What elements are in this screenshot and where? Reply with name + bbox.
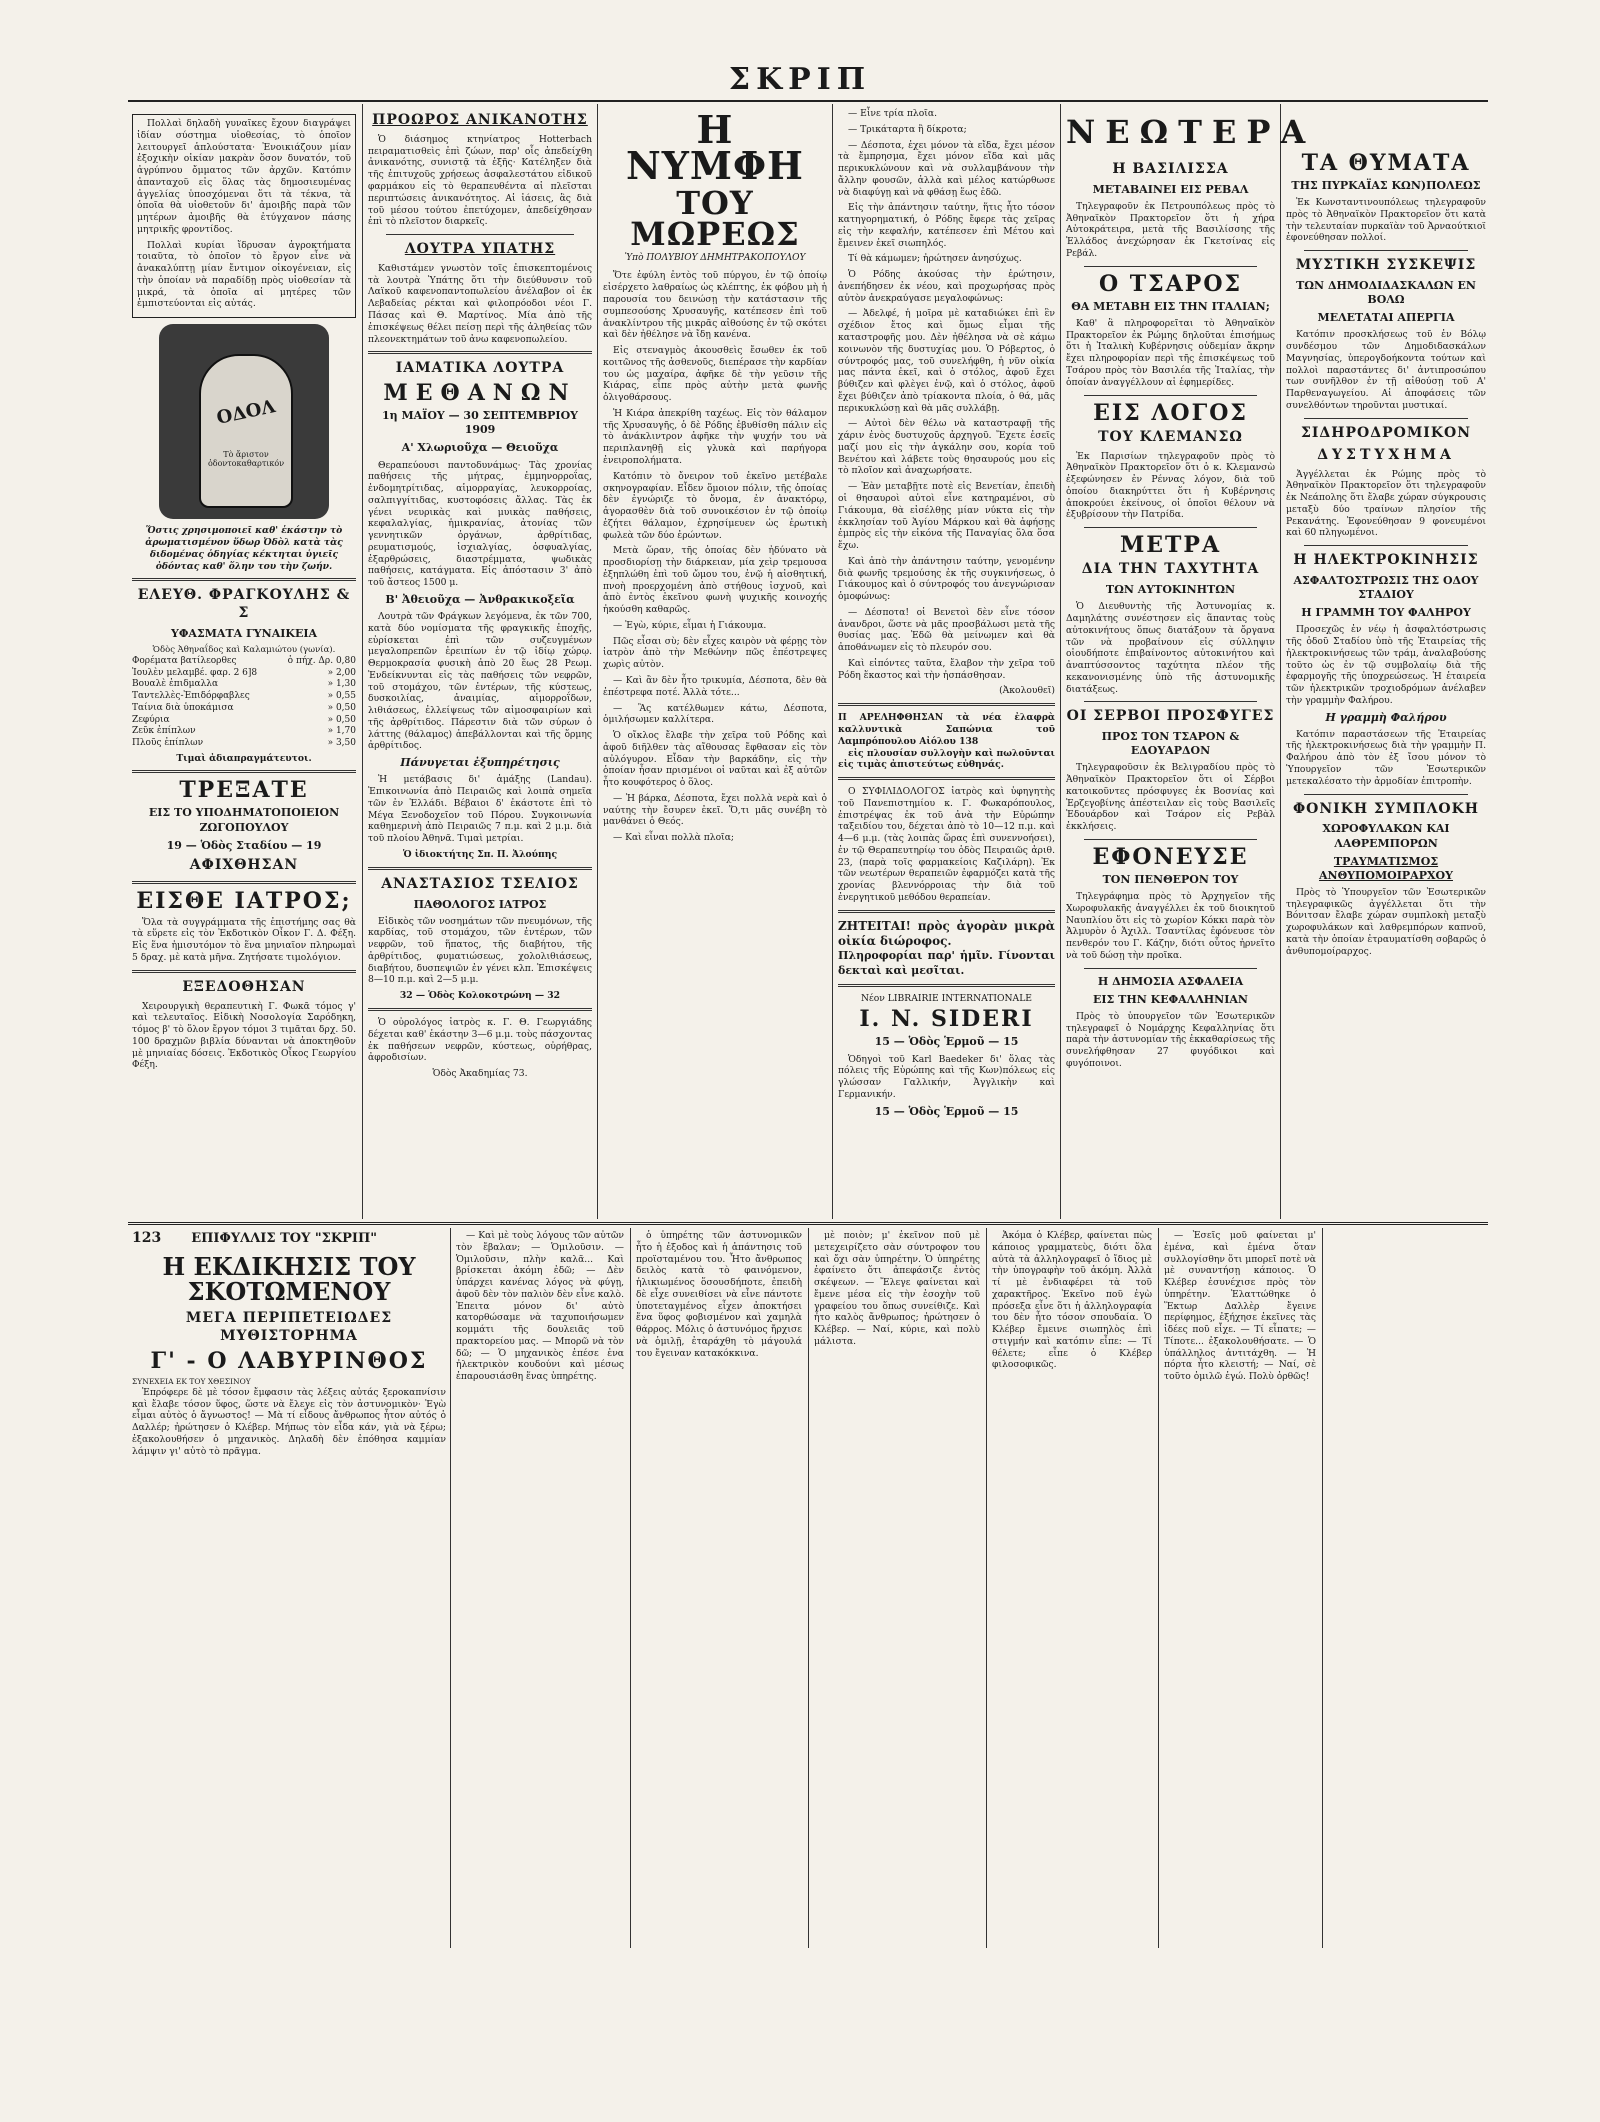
price-item: Ζεφύρια xyxy=(132,714,170,725)
wanted-ad-title: ΖΗΤΕΙΤΑΙ! πρὸς ἀγορὰν μικρὰ οἰκία διώροφος. xyxy=(838,918,1055,949)
article-text: Πολλαὶ δηλαδὴ γυναῖκες ἔχουν διαγράψει ἰδίαν σύστημα υἱοθεσίας, τὸ ὁποῖον λειτουργεῖ ἁπλούστατα· Ἐνοικιάζουν μίαν ἐξοχικὴν οἰκίαν μακρὰν ὅσον δυνατόν, τοῦ ἀγρύπνου ὄμματος τῶν ἀρχῶν. Κατόπιν ἀπανταχοῦ εἰς ὅλας τὰς δημοσιευμένας ἀγγελίας ὑποσχόμεναι ὅτι τὰ τέκνα, τὰ ὁποῖα θὰ υἱοθετοῦν δι' ἀμοιβῆς παρὰ τῶν μητέρων ἀμοιβῆς θὰ ἐτύγχανον πάσης μητρικῆς φροντίδος. xyxy=(137,118,351,235)
divider xyxy=(838,703,1055,706)
news-text: Προσεχῶς ἐν νέῳ ἡ ἀσφαλτόστρωσις τῆς ὁδοῦ Σταδίου ὑπὸ τῆς Ἑταιρείας τῆς ἠλεκτροκινήσεως τῶν τράμ, ἀναλαβούσης τοῦτο ὡς ἐν τῷ συμβολαίῳ διὰ τῆς ἐφαρμογῆς τῆς ὑποχρεώσεως. Ἡ ἑταιρεία τῶν ἠλεκτρικῶν τροχιοδρόμων ἀνέλαβεν τὴν γραμμὴν Φαλήρου. xyxy=(1286,624,1486,706)
masthead-title: ΣΚΡΙΠ xyxy=(728,62,872,97)
price-value: » 0,50 xyxy=(327,714,356,725)
story-title-2: ΤΟΥ ΜΩΡΕΩΣ xyxy=(630,184,800,253)
story-text: Πῶς εἶσαι σὺ; δὲν εἶχες καιρὸν νὰ φέρῃς τὸν ἰατρὸν ἀπὸ τὴν Μεθώνην πῶς ἐπέστρεψες χωρὶς αὐτὸν. xyxy=(603,635,827,671)
price-row xyxy=(132,703,356,715)
bookshop-address: 15 — Ὁδὸς Ἑρμοῦ — 15 xyxy=(874,1104,1019,1118)
story-text: Τί θὰ κάμωμεν; ἠρώτησεν ἀνησύχως. xyxy=(848,253,1022,265)
serial-text: — Καὶ μὲ τοὺς λόγους τῶν αὐτῶν τὸν ἔβαλαν; — Ὁμιλοῦσιν. — Ὁμιλοῦσιν, πλὴν καλᾶ... Καὶ βρίσκεται ἀκόμη ἐδῶ; — Δὲν ὑπάρχει κανένας λόγος νὰ φύγῃ, ἀφοῦ δὲν τὸν παλιὸν δὲν εἶνε καλὸ. Ἐπειτα μόνον δι' αὐτὸ κατορθώσαμε νὰ ταχυποιήσωμεν κομμάτι τῆς δουλειᾶς τοῦ πρακτορείου μας. — Μπορῶ νὰ τὸν δῶ; — Ὁ μηχανικὸς ἐπέσε ἐνα ἠλεκτρικὸν κουδούνι καὶ μέσως ἐπαρουσιάσθη ἕνας ὑπηρέτης. xyxy=(456,1230,624,1383)
story-title-1: Η ΝΥΜΦΗ xyxy=(626,107,804,189)
price-row xyxy=(132,656,356,668)
serial-label-row xyxy=(132,1230,446,1248)
price-item: Πλοῦς ἐπίπλων xyxy=(132,737,204,748)
divider xyxy=(1304,794,1468,795)
story-text: — Ἐγὼ, κύριε, εἶμαι ἡ Γιάκουμα. xyxy=(613,619,767,631)
divider xyxy=(132,970,356,973)
news-text: Τηλεγραφοῦσιν ἐκ Βελιγραδίου πρὸς τὸ Ἀθηναϊκὸν Πρακτορεῖον ὅτι οἱ Σέρβοι κατοικοῦντες πρόσφυγες ἐκ Βοσνίας καὶ Ἐρζεγοβίνης ἀπέστειλαν εἰς τοὺς Βασιλεῖς Ἐδουάρδον καὶ Τσάρον εἰς Ρεβὰλ ἐκκλήσεις. xyxy=(1066,762,1275,833)
price-row xyxy=(132,738,356,750)
spring-type-a: Α' Χλωριοῦχα — Θειοῦχα xyxy=(401,441,559,455)
column-rule xyxy=(1280,104,1281,1219)
masthead-rule xyxy=(128,100,1488,102)
subhead-clash: ΧΩΡΟΦΥΛΑΚΩΝ ΚΑΙ ΛΑΘΡΕΜΠΟΡΩΝ xyxy=(1322,822,1450,850)
serial-continued-from: ΣΥΝΕΧΕΙΑ ΕΚ ΤΟΥ ΧΘΕΣΙΝΟΥ xyxy=(132,1377,251,1387)
story-byline: Ὑπὸ ΠΟΛΥΒΙΟΥ ΔΗΜΗΤΡΑΚΟΠΟΥΛΟΥ xyxy=(624,252,806,263)
price-list xyxy=(132,656,356,750)
price-item: Ταντελλὲς-Ἐπιδόρφαβλες xyxy=(132,691,250,702)
story-text: — Τρικάταρτα ἢ δίκροτα; xyxy=(848,123,967,135)
price-value: » 0,55 xyxy=(327,691,356,702)
story-text: — Ἂς κατέλθωμεν κάτω, Δέσποτα, ὁμιλήσωμεν καλλίτερα. xyxy=(603,702,827,726)
column-1 xyxy=(132,108,356,1218)
divider xyxy=(1084,395,1257,396)
news-text: Κατόπιν παραστάσεων τῆς Ἑταιρείας τῆς ἠλεκτροκινήσεως διὰ τὴν γραμμὴν Π. Φαλήρου ἀπὸ τὸν ἐξ ἴσου μόνον τὸ Ὑπουργεῖον τῶν Ἐσωτερικῶν μετεκαλέσατο τὴν ἀρμοδίαν ἐπιτροπὴν. xyxy=(1286,728,1486,787)
subhead-railway: ΔΥΣΤΥΧΗΜΑ xyxy=(1317,446,1455,463)
divider xyxy=(1304,250,1468,251)
column-rule xyxy=(1158,1228,1159,1948)
treksate-address: 19 — Ὁδὸς Σταδίου — 19 xyxy=(166,838,322,852)
divider xyxy=(1084,839,1257,840)
eisthe-title: ΕΙΣΘΕ ΙΑΤΡΟΣ; xyxy=(136,887,352,914)
odol-bottle-icon xyxy=(199,354,293,508)
column-rule xyxy=(597,104,598,1219)
doctor-address: Ὁδὸς Ἀκαδημίας 73. xyxy=(432,1068,528,1080)
column-6 xyxy=(1286,108,1486,1218)
shop-subtitle: ΥΦΑΣΜΑΤΑ ΓΥΝΑΙΚΕΙΑ xyxy=(170,627,318,641)
serial-text: ὁ ὑπηρέτης τῶν ἀστυνομικῶν ἦτο ἡ ἐξοδος καὶ ἡ ἀπάντησις τοῦ προϊσταμένου του. Ἦτο ἄνθρωπος δειλὸς κατὰ τὸ φαινόμενον, ἡλικιωμένος ὅσουσδήποτε, ἐπειδὴ δὲ εἶχε συνειθίσει νὰ εἶνε πάντοτε ὑποτεταγμένος εἶχεν ἀποκτήσει ἕνα ὕφος φοβισμένον καὶ χαμηλὰ θάρρος. Μόλις ὁ ἀστυνόμος ἤρχισε νὰ ὁμιλῇ, ἐταράχθη τὸ μάγουλά του ἔγειναν κατακόκκινα. xyxy=(636,1230,802,1359)
subhead-faliro: Η γραμμὴ Φαλήρου xyxy=(1325,710,1447,724)
serial-number: 123 xyxy=(132,1230,162,1246)
divider xyxy=(132,770,356,773)
subhead-clemenceau: ΤΟΥ ΚΛΕΜΑΝΣΩ xyxy=(1098,428,1243,445)
soap-ad-text: εἰς πλουσίαν συλλογὴν καὶ πωλοῦνται εἰς τιμὰς ἀπιστεύτως εὐθηνάς. xyxy=(838,747,1055,771)
story-text: — Αὐτοὶ δὲν θέλω νὰ καταστραφῇ τῆς χάριν ἐνὸς δυστυχοῦς ἀρχηγοῦ. Ἔχετε ἐσεῖς μαζί μου εἰς τὴν ἀγκάλην σου, κορία τοῦ Βενέτου καὶ λάβετε τοὺς θησαυρούς μου εἰς τὸ πλοῖον καὶ ἀναχωρήσατε. xyxy=(838,418,1055,477)
story-text: — Ἐὰν μεταβῇτε ποτὲ εἰς Βενετίαν, ἐπειδὴ οἱ θησαυροὶ αὐτοὶ εἶνε κατηραμένοι, σὺ Γιάκουμα, θὰ εἰσέλθῃς μίαν νύκτα εἰς τὴν ἐκκλησίαν τοῦ Ἁγίου Μάρκου καὶ θὰ ἀφήσῃς ἐμπρὸς εἰς τὴν εἰκόνα τῆς Παναγίας ὅλα ὅσα ἔχω. xyxy=(838,481,1055,552)
column-2 xyxy=(368,108,592,1218)
story-text: Καὶ ἀπὸ τὴν ἀπάντησιν ταύτην, γενομένην διὰ φωνῆς τρεμούσης ἐκ τῆς συγκινήσεως, ὁ Γιάκουμος καὶ ὁ σύντροφός του ἀνεγνώρισαν ὁμοφώνως: xyxy=(838,555,1055,603)
column-4 xyxy=(838,108,1055,1218)
price-item: Ταίνια διὰ ὑποκάμισα xyxy=(132,702,234,713)
treksate-title: ΤΡΕΞΑΤΕ xyxy=(179,777,309,804)
doctor-name: ΑΝΑΣΤΑΣΙΟΣ ΤΣΕΛΙΟΣ xyxy=(381,875,579,892)
column-rule xyxy=(986,1228,987,1948)
column-rule xyxy=(630,1228,631,1948)
odol-brand: ΟΔΟΛ xyxy=(214,396,278,430)
spacer xyxy=(1286,108,1486,148)
article-text: Λουτρὰ τῶν Φράγκων λεγόμενα, ἐκ τῶν 700, κατὰ δύο νομίσματα τῆς φραγκικῆς ἐποχῆς, εὑρίσκεται ἐπὶ τῶν συζευγμένων μεγαλοπρεπῶν ἐρειπίων ἐν τῷ ἰδίῳ χώρῳ. Θερμοκρασία φυσικὴ ἀπὸ 20 ἕως 28 Ρεωμ. Ἐνδείκνυνται εἰς τὰς παθήσεις τῶν νεφρῶν, τοῦ στομάχου, τῶν ἐντέρων, τῆς κύστεως, δυσκοιλίας, ἀναιμίας, αἱμορροΐδων, λιθιάσεως, ἐλλείψεως τῶν αἱμοσφαιρίων καὶ τῆς ἀρθρίτιδος. Πάρεστιν διὰ τῶν σύρων ὁ λάττης (θάλαμος) ἀπεβάλλονται καὶ τῆς ὅρμης ἀρθρίτιδος. xyxy=(368,611,592,752)
treksate-subtitle: ΕΙΣ ΤΟ ΥΠΟΔΗΜΑΤΟΠΟΙΕΙΟΝ ΖΩΓΟΠΟΥΛΟΥ xyxy=(148,806,340,834)
serial-column-3 xyxy=(636,1230,802,1945)
divider xyxy=(838,777,1055,780)
bookshop-text: Ὁδηγοὶ τοῦ Karl Baedeker δι' ὅλας τὰς πόλεις τῆς Εὐρώπης καὶ τῆς Κων)πόλεως εἰς γλώσσαν Γαλλικήν, Ἀγγλικὴν καὶ Γερμανικήν. xyxy=(838,1053,1055,1100)
continued-note: (Ἀκολουθεῖ) xyxy=(999,685,1055,697)
serial-column-6 xyxy=(1164,1230,1316,1945)
divider xyxy=(1304,418,1468,419)
story-text: Μετὰ ὥραν, τῆς ὁποίας δὲν ἠδύνατο νὰ προσδιορίσῃ τὴν διάρκειαν, μία χεὶρ τρεμουσα ἐξηπλώθη ἐπὶ τοῦ ὤμου του, ἐνῷ ἡ αἰσθητική, πνοὴ προερχομένη ἀπὸ στήθους ἰσχνοῦ, καὶ ἀπὸ ἐντὸς ἐκεῖνου φωνὴ ψυχικῆς κοινοχής ἠκούσθη καθαρῶς. xyxy=(603,545,827,616)
subhead-victims: ΤΗΣ ΠΥΡΚΑΪΑΣ ΚΩΝ)ΠΟΛΕΩΣ xyxy=(1291,179,1481,193)
headline-proimos: ΠΡΟΩΡΟΣ ΑΝΙΚΑΝΟΤΗΣ xyxy=(372,112,588,128)
story-text: Ἡ Κιάρα ἀπεκρίθη ταχέως. Εἰς τὸν θάλαμον τῆς Χρυσαυγῆς, ὁ δὲ Ρόδης ἐβυθίσθη πάλιν εἰς τὸ ἀνάκλιντρον ἀφῆκε τὴν ψυχήν του νὰ περιπλανηθῇ εἰς γλυκὰ καὶ παρήγορα ἐνειροπολήματα. xyxy=(603,407,827,466)
serial-header-column xyxy=(132,1230,446,1945)
exedothisan-text: Χειρουργικὴ θεραπευτικὴ Γ. Φωκᾶ τόμος γ' καὶ τελευταῖος. Εἰδικὴ Νοσολογία Σαρόδηκη, τόμος β' τὸ ὅλον ἔργον τόμοι 3 τιμᾶται δρχ. 50. 100 δραχμῶν βιβλία δύνανται νὰ ἀποκτηθοῦν μὲ μηνιαίας δόσεις. Ἐκδοτικὸς Οἶκος Γεωργίου Φέξη. xyxy=(132,1000,356,1071)
column-rule xyxy=(1060,104,1061,1219)
headline-clemenceau: ΕΙΣ ΛΟΓΟΣ xyxy=(1093,399,1248,426)
serial-text: μὲ ποιὸν; μ' ἐκεῖνον ποῦ μὲ μετεχειρίζετο σὰν σύντροφον του καὶ ὄχι σὰν ὑπηρέτην. Ὁ ὑπηρέτης ἐφαίνετο ὅτι ἀπεφάσιζε ἐντὸς σκέψεων. — Ἔλεγε φαίνεται καὶ ἔμενε μέσα εἰς τὴν ἐσοχὴν τοῦ γραφείου του ὅπως συνείθιζε. Καὶ ἦτο καλὸς ἄνθρωπος; ἠρώτησεν ὁ Κλέβερ. — Ναί, κύριε, καὶ πολὺ μάλιστα. xyxy=(814,1230,980,1347)
news-banner: ΝΕΩΤΕΡΑ xyxy=(1066,113,1316,151)
price-row xyxy=(132,668,356,680)
price-value: » 3,50 xyxy=(327,737,356,748)
subhead-meeting: ΤΩΝ ΔΗΜΟΔΙΔΑΣΚΑΛΩΝ ΕΝ ΒΟΛΩ xyxy=(1296,279,1476,307)
story-text: Ὁ Ρόδης ἀκούσας τὴν ἐρώτησιν, ἀνεπήδησεν ἐκ νέου, καὶ προχωρήσας πρὸς αὐτὸν ἀνεκραύγασε μεγαλοφώνως: xyxy=(838,269,1055,304)
headline-victims: ΤΑ ΘΥΜΑΤΑ xyxy=(1301,150,1471,176)
price-row xyxy=(132,679,356,691)
serial-column-4 xyxy=(814,1230,980,1945)
bookshop-address: 15 — Ὁδὸς Ἑρμοῦ — 15 xyxy=(874,1035,1019,1049)
subhead-electrification: ΑΣΦΑΛΤΟΣΤΡΩΣΙΣ ΤΗΣ ΟΔΟΥ ΣΤΑΔΙΟΥ xyxy=(1293,574,1479,602)
story-text: Ὁ οἴκλος ἔλαβε τὴν χεῖρα τοῦ Ρόδης καὶ ἀφοῦ διῆλθεν τὰς αἴθουσας ἔφθασαν εἰς τὸν αὐλόγυρον. Εἶδαν τὴν βαρκάδην, εἰς τὴν ὁποίαν ἦσαν πρισμένοι οἱ ναῦται καὶ ἐξ αὐτῶν ἦτο κουφότερος ὁ ὅλος. xyxy=(603,730,827,789)
soap-ad-title: Π ΑΡΕΛΗΦΘΗΣΑΝ τὰ νέα ἐλαφρὰ καλλυντικὰ Σαπώνια τοῦ Λαμπρόπουλου Αἰόλου 138 xyxy=(838,712,1055,747)
exedothisan-title: ΕΞΕΔΟΘΗΣΑΝ xyxy=(182,978,306,995)
headline-security: Η ΔΗΜΟΣΙΑ ΑΣΦΑΛΕΙΑ xyxy=(1097,974,1244,988)
column-3 xyxy=(603,108,827,1218)
headline-methanon: ΜΕΘΑΝΩΝ xyxy=(383,380,577,407)
subhead-murder: ΤΟΝ ΠΕΝΘΕΡΟΝ ΤΟΥ xyxy=(1102,873,1239,887)
story-text: — Καὶ ἂν δὲν ἦτο τρικυμία, Δέσποτα, δὲν θὰ ἐπέστρεφα ποτέ. Ἀλλὰ τότε... xyxy=(603,674,827,698)
article-text: Θεραπεύουσι παντοδυνάμως· Τὰς χρονίας παθήσεις τῆς μήτρας, ἐμμηνορροΐας, ἐνδομητρίτιδας, αἱμορραγίας, λευκορροίας, σαλπιγγίτιδας, κυστοφόσεις ἄλλας. Τὰς ἐκ γένει νευρικὰς καὶ μυικὰς παθήσεις, κεφαλαλγίας, ἡμικρανίας, ἀτονίας τῶν γεννητικῶν ὀργάνων, ἀρθρίτιδας, ρευματισμούς, ἰσχιαλγίας, ὀσφυαλγίας, ἐξαρθρώσεις, διαστρέμματα, ψωδικὰς παθήσεις, κατάγματα. Εἰς ἀπόστασιν 3' ἀπὸ τοῦ ἄστεος 1500 μ. xyxy=(368,459,592,589)
column-rule xyxy=(808,1228,809,1948)
news-text: Τηλεγραφοῦν ἐκ Πετρουπόλεως πρὸς τὸ Ἀθηναϊκὸν Πρακτορεῖον ὅτι ἡ χήρα Αὐτοκράτειρα, μετὰ τῆς Βασιλίσσης τῆς Ἑλλάδος ἀνεχώρησαν ἐκ Γκετσίνας εἰς Ρεβάλ. xyxy=(1066,200,1275,259)
divider xyxy=(368,867,592,870)
divider xyxy=(132,881,356,884)
headline-meeting: ΜΥΣΤΙΚΗ ΣΥΣΚΕΨΙΣ xyxy=(1295,257,1477,274)
signature: Ὁ ἰδιοκτήτης Σπ. Π. Ἀλούπης xyxy=(402,848,558,860)
serial-text: Ἀκόμα ὁ Κλέβερ, φαίνεται πὼς κάποιος γραμματεὺς, διότι ὅλα αὐτὰ τὰ ἀλληλογραφεῖ ὁ ἴδιος μὲ τὴν ὑπογραφὴν τοῦ ἀκόμη. Ἀλλὰ τί μὲ ἐνδιαφέρει τὰ τοῦ χαρακτῆρος. Ἐκεῖνο ποῦ ἐγὼ πρόσεξα εἶνε ὅτι ἡ ἀλληλογραφία του δὲν ἦτο τόσον σπουδαία. Ὁ Κλέβερ ἔμεινε σιωπηλὸς ἐπὶ στιγμήν καὶ κατόπιν εἶπε: — Τί θέλετε; εἶπε ὁ Κλέβερ φιλοσοφικῶς. xyxy=(992,1230,1152,1371)
subhead-tsar: ΘΑ ΜΕΤΑΒΗ ΕΙΣ ΤΗΝ ΙΤΑΛΙΑΝ; xyxy=(1071,299,1270,313)
odol-advertisement-image xyxy=(159,324,329,519)
divider xyxy=(386,234,574,235)
story-text: — Ἀδελφέ, ἡ μοῖρα μὲ καταδιώκει ἐπὶ ἓν σχέδιον ἔτος καὶ ὅμως εἶμαι τῆς καταστροφῆς μου. Δὲν ἠθέλησα νὰ σὲ κάμω κοινωνὸν τῆς δυστυχίας μου. Ὁ Ρόβερτος, ὁ σύντροφός μας, τοῦ συνελήφθη, ἡ νῦν οἰκία μας πάντα ἐκεῖ, καὶ ὁ στόλος, ἀφοῦ ἔχει βύθιζεν καὶ φλὲγει ἐνῷ, καὶ ὁ στόλος, ἀφοῦ ἔχει βύθιζεν ἀπὸ τρίακοντα πλοία, ὁ θά, μᾶς περικυκλώσῃ καὶ θὰ μᾶς συλλάβῃ. xyxy=(838,308,1055,414)
subhead-measures: ΔΙΑ ΤΗΝ ΤΑΧΥΤΗΤΑ xyxy=(1081,561,1260,578)
headline-tsar: Ο ΤΣΑΡΟΣ xyxy=(1098,270,1243,297)
story-text: — Δέσποτα, ἐχει μόνον τὰ εἴδα, ἔχει μέσον τὰ ἔμπρησμα, ἔχει μόνον εἴδα καὶ μᾶς περικυκλώνουν καὶ νὰ συλλαμβάνουν τὴν ἄλλην φουσῶν, ἀλλὰ καὶ μέλος κατώρθωσε νὰ διαφύγῃ καὶ νὰ φθάσῃ ἕως ἐδῶ. xyxy=(838,139,1055,198)
price-item: Ζεῦκ ἐπίπλων xyxy=(132,726,196,737)
season-dates: 1η ΜΑΪΟΥ — 30 ΣΕΠΤΕΜΒΡΙΟΥ 1909 xyxy=(381,409,578,437)
news-text: Ἐκ Κωνσταντινουπόλεως τηλεγραφοῦν πρὸς τὸ Ἀθηναϊκὸν Πρακτορεῖον ὅτι κατὰ τὴν τελευταίαν πυρκαϊὰν τοῦ Ἀρναούτκιοϊ ἐφονεύθησαν πολλοί. xyxy=(1286,197,1486,244)
article-text: Ἡ μετάβασις δι' ἁμάξης (Landau). Ἐπικοινωνία ἀπὸ Πειραιῶς καὶ λοιπὰ σημεῖα τῶν ἐν Ἑλλάδι. Βέβαιοι δ' ἐκάστοτε ἐπὶ τὸ Μέγα Ξενοδοχεῖον τοῦ Πόρου. Συγκοινωνία καθημερινὴ ἀπὸ Πειραιῶς 7 π.μ. καὶ 2 μ.μ. διὰ τοῦ πλοίου Ἀθηνᾶ. Τιμαὶ μετρίαι. xyxy=(368,774,592,845)
shop-address: Ὁδὸς Ἀθηναΐδος καὶ Καλαμιώτου (γωνία). xyxy=(152,645,336,656)
news-text: Ὁ Διευθυντὴς τῆς Ἀστυνομίας κ. Δαμηλάτης συνέστησεν εἰς ἅπαντας τοὺς αὐτοκινήτους ὅπως διατάξουν τὰ ὄργανα τῶν νὰ προβαίνουν εἰς σύλληψιν οἱουδήποτε ἐπιβαίνοντος αὐτοκινήτου καὶ ἀναπτύσσοντος ταχύτητα πλέον τῆς κεκανονισμένης ὑπὸ τῆς ἀστυνομικῆς διατάξεως. xyxy=(1066,601,1275,695)
bookshop-name: I. N. SIDERI xyxy=(859,1006,1034,1033)
spring-type-b: Β' Ἀθειοῦχα — Ἀνθρακικοξεῖα xyxy=(385,592,575,606)
article-text: Καθιστάμεν γνωστὸν τοῖς ἐπισκεπτομένοις τὰ λουτρὰ Ὑπάτης ὅτι τὴν διεύθυνσιν τοῦ Λαϊκοῦ καφενοπαντοπωλείου ἀνέλαβον οἱ ἐκ Λεβαδείας ρέκται καὶ φιλοπρόοδοι νέοι Γ. Πάσας καὶ Θ. Μαρτίνος. Μία ἀπὸ τῆς ἐπισκέψεως θέλει πείσῃ περὶ τῆς ἀληθείας τῶν πλεονεκτημάτων τοῦ ἀνω καφενοπωλείου. xyxy=(368,262,592,345)
serial-text: Ἐπρόφερε δὲ μὲ τόσον ἔμφασιν τὰς λέξεις αὐτάς ξεροκαπνίσιν καὶ ἔλαβε τόσον ὕφος, ὥστε νὰ ἔλεγε εἰς τὸν ἀστυνομικὸν· Ἐγὼ εἶμαι αὐτὸς ὁ ἄγνωστος! — Μὰ τί εἶδους ἄνθρωπος ἦτον αὐτός ὁ Δαλλέρ; ἠρώτησεν ὁ Κλέβερ. Μήπως τὸν εἶδα κάν, γιὰ νὰ ξέρω; ἐξακολουθήσεν ὁ μηχανικὸς. Δηλαδὴ δὲν ἐπόθησα καμμίαν λάμψιν γι' αὐτὸ τὸ πρᾶγμα. xyxy=(132,1386,446,1457)
column-rule xyxy=(450,1228,451,1948)
article-text: Ὁ διάσημος κτηνίατρος Hotterbach πειραματισθεὶς ἐπὶ ζώων, παρ' οἷς ἀπεδείχθη ἀνικανότης, συνιστᾷ τὰ ἑξῆς· Κατέληξεν διὰ τῆς ἐπιτυχοῦς χρήσεως ἀσφαλεστάτου εἰδικοῦ φαρμάκου εἰς τὸ θεραπευθέντα αἱ πλεῖσται περιπτώσεις ἀνικανότητος. Αἱ ἰάσεις, ἃς διὰ τοῦ μέσου τούτου ἐπετύχομεν, ἀπεδείχθησαν ἐπὶ τὸ πλεῖστον διαρκεῖς. xyxy=(368,133,592,228)
column-rule xyxy=(832,104,833,1219)
subhead-measures-2: ΤΩΝ ΑΥΤΟΚΙΝΗΤΩΝ xyxy=(1105,583,1236,597)
doctor-address: 32 — Ὁδὸς Κολοκοτρώνη — 32 xyxy=(399,990,561,1002)
headline-loutra-ypatis: ΛΟΥΤΡΑ ΥΠΑΤΗΣ xyxy=(404,241,556,258)
subhead-meeting-2: ΜΕΛΕΤΑΤΑΙ ΑΠΕΡΓΙΑ xyxy=(1317,311,1455,325)
service-note: Πάνυγεται ἐξυπηρέτησις xyxy=(400,756,560,770)
price-value: » 2,00 xyxy=(327,667,356,678)
article-text: Ὁ οὐρολόγος ἰατρὸς κ. Γ. Θ. Γεωργιάδης δέχεται καθ' ἑκάστην 3—6 μ.μ. τοὺς πάσχοντας ἐκ παθήσεων νεφρῶν, κύστεως, οὐρήθρας, ἀφροδισίων. xyxy=(368,1017,592,1064)
news-text: Πρὸς τὸ ὑπουργεῖον τῶν Ἐσωτερικῶν τηλεγραφεῖ ὁ Νομάρχης Κεφαλληνίας ὅτι παρὰ τὴν ἀστυνομίαν τῆς ἐκκαθαρίσεως τῆς συνελήφθησαν 27 φυγόδικοι καὶ φυγόποινοι. xyxy=(1066,1010,1275,1069)
eisthe-text: Ὅλα τὰ συγγράμματα τῆς ἐπιστήμης σας θὰ τὰ εὕρετε εἰς τὸν Ἐκδοτικὸν Οἶκον Γ. Δ. Φέξη. Εἰς ἕνα ἡμισυτόμον τὸ ἕνα μηνιαῖον πληρωμαὶ 5 δραχ. μὲ κατὰ μῆνα. Ζητήσατε τιμολόγιον. xyxy=(132,916,356,963)
article-text: Εἰδικὸς τῶν νοσημάτων τῶν πνευμόνων, τῆς καρδίας, τοῦ στομάχου, τῶν ἐντέρων, τῶν νεφρῶν, τοῦ ἥπατος, τῆς διαβήτου, τῆς ἀρθρίτιδος, φυματιώσεως, χολολιθιάσεως, διαβήτου, δυσπεψιῶν ἐν γένει κλπ. Ἐπισκέψεις 8—10 π.μ. καὶ 2—5 μ.μ. xyxy=(368,915,592,986)
news-text: Τηλεγράφημα πρὸς τὸ Ἀρχηγεῖον τῆς Χωροφυλακῆς ἀναγγέλλει ἐκ τοῦ διοικητοῦ Ναυπλίου ὅτι εἰς τὸ χωρίον Κόκκι παρὰ τὸν Ἀλμυρὸν ὁ Ἀχιλλ. Τσαντίλας ἐφόνευσε τὸν πενθερόν του Γ. Κάζην, διότι οὗτος ἠρνεῖτο νὰ τοῦ δώσῃ τὴν προῖκα. xyxy=(1066,891,1275,961)
story-text: Καὶ εἰπόντες ταῦτα, ἔλαβον τὴν χεῖρα τοῦ Ρόδη ἕκαστος καὶ τὴν ἠσπάσθησαν. xyxy=(838,657,1055,681)
column-5 xyxy=(1066,108,1316,1218)
column-rule xyxy=(362,104,363,1219)
divider xyxy=(838,910,1055,913)
news-text: Ἀγγέλλεται ἐκ Ρώμης πρὸς τὸ Ἀθηναϊκὸν Πρακτορεῖον ὅτι τηλεγραφοῦν ἐκ Νεάπολης ὅτι ἔλαβε χώραν σύγκρουσις μεταξὺ δύο τραίνων πλησίον τῆς Ρεκανάτης. Ἐφονεύθησαν 9 φονευμένοι καὶ 60 πληγωμένοι. xyxy=(1286,468,1486,539)
serial-subtitle: ΜΕΓΑ ΠΕΡΙΠΕΤΕΙΩΔΕΣ ΜΥΘΙΣΤΟΡΗΜΑ xyxy=(185,1310,393,1345)
divider xyxy=(132,578,356,581)
price-value: ὁ πήχ. Δρ. 0,80 xyxy=(287,656,356,667)
subhead-electrification-2: Η ΓΡΑΜΜΗ ΤΟΥ ΦΑΛΗΡΟΥ xyxy=(1301,606,1471,620)
shop-title: ΕΛΕΥΘ. ΦΡΑΓΚΟΥΛΗΣ & Σ xyxy=(137,587,351,622)
divider xyxy=(1304,545,1468,546)
serial-title: Η ΕΚΔΙΚΗΣΙΣ ΤΟΥ ΣΚΟΤΩΜΕΝΟΥ xyxy=(162,1251,416,1307)
headline-electrification: Η ΗΛΕΚΤΡΟΚΙΝΗΣΙΣ xyxy=(1293,552,1479,569)
odol-subtitle: Τὸ ἄριστον ὀδοντοκαθαρτικόν xyxy=(207,450,285,469)
story-text: — Εἶνε τρία πλοῖα. xyxy=(848,108,938,119)
news-text: Πρὸς τὸ Ὑπουργεῖον τῶν Ἐσωτερικῶν τηλεγραφικῶς ἀγγέλλεται ὅτι τὴν Βόνιτσαν ἔλαβε χώραν συμπλοκὴ μεταξὺ χωροφυλάκων καὶ λαθρεμπόρων καπνοῦ, κατὰ τὴν ὁποίαν ἐτραυματίσθη σοβαρῶς ὁ ἀνθυπομοίραρχος. xyxy=(1286,886,1486,957)
serial-column-2 xyxy=(456,1230,624,1945)
price-item: Ἰουλὲν μελαμβέ. φαρ. 2 6]8 xyxy=(132,667,258,678)
story-text: — Δέσποτα! οἱ Βενετοὶ δὲν εἶνε τόσον ἀνανδροι, ὥστε νὰ μᾶς προσβάλωσι μετὰ τῆς θυσίας μας. Ἐδῶ θὰ μείνωμεν καὶ θὰ ἀποθάνωμεν εἰς τὸ πλευρόν σου. xyxy=(838,606,1055,654)
subhead-clash-2: ΤΡΑΥΜΑΤΙΣΜΟΣ ΑΝΘΥΠΟΜΟΙΡΑΡΧΟΥ xyxy=(1319,854,1453,882)
news-text: Ἐκ Παρισίων τηλεγραφοῦν πρὸς τὸ Ἀθηναϊκὸν Πρακτορεῖον ὅτι ὁ κ. Κλεμανσὼ ἐξεφώνησεν ἐν Ρέννας λόγον, διὰ τοῦ ὁποίου διακηρύττει ὅτι ἡ Κυβέρνησις ἀποκρούει ἐκείνους, οἱ ὁποῖοι θέλουν νὰ ἐξυβρίσουν τὴν Πατρίδα. xyxy=(1066,450,1275,521)
doctor-ad-text: Ο ΣΥΦΙΛΙΔΟΛΟΓΟΣ ἰατρὸς καὶ ὑφηγητὴς τοῦ Πανεπιστημίου κ. Γ. Φωκαρόπουλος, ἐπιστρέψας ἐκ τοῦ ἀνὰ τὴν Εὐρώπην ταξειδίου του, δέχεται ἀπὸ τὸ 10—12 π.μ. καὶ 4—6 μ.μ. (τὰς λοιπὰς ὥρας ἐπὶ συνεννοήσει), ἐν τῷ Θεραπευτηρίῳ του ὁδὸς Πειραιῶς ἀριθ. 23, (παρὰ τοῖς φαρμακείοις Καζιλάρη). Ἐκ τῶν νεωτέρων θεραπειῶν ἐφαρμόζει κατὰ τῆς χρονίας βλεννόρροιας τὴν διὰ τοῦ ἐνεργητικοῦ μεθόδου θεραπείαν. xyxy=(838,786,1055,903)
article-adoption xyxy=(132,114,356,318)
headline-murder: ΕΦΟΝΕΥΣΕ xyxy=(1092,843,1249,870)
article-text: Πολλαὶ κυρίαι ἵδρυσαν ἀγροκτήματα τοιαῦτα, τὸ ὁποῖον τὸ ἔργον εἶνε νὰ ἀνακαλύπτῃ μίαν ἔντιμον οἰκογένειαν, εἰς τὴν ὁποίαν νὰ παραδίδῃ πρὸς υἱοθεσίαν τὰ μικρά, τὰ ὁποῖα αἱ μητέρες τῶν ἐμπιστεύονται εἰς αὐτάς. xyxy=(137,239,351,310)
treksate-tag: ΑΦΙΧΘΗΣΑΝ xyxy=(189,856,299,873)
story-text: Ὅτε ἐφύλη ἐντὸς τοῦ πύργου, ἐν τῷ ὁποίῳ εἰσέρχετο λαθραίως ὡς κλέπτης, ἐκ φόβου μὴ ἡ παρουσία του δεινώσῃ τὴν κατάστασιν τῆς συμπεσούσης Χρυσαυγῆς, κατέπεσεν ἐπὶ τοῦ ἀνακλίντρου τῆς μικρᾶς αἰθούσης ἐν τῷ σκότει καὶ δὲν ἠθέλησε νὰ ἴδῃ κανένα. xyxy=(603,270,827,341)
divider xyxy=(1084,527,1257,528)
story-text: Εἰς στεναγμὸς ἀκουσθεὶς ἔσωθεν ἐκ τοῦ κοιτῶνος τῆς ἀσθενοῦς, διεπέρασε τὴν καρδίαν του ὡς μαχαίρα, ἀφῆκε δὲ τὴν γεῦσιν τῆς Κιάρας, εἶπε πρὸς αὐτὴν μετὰ φωνῆς ὀλιγοθάρσους. xyxy=(603,345,827,404)
headline-serbs: ΟΙ ΣΕΡΒΟΙ ΠΡΟΣΦΥΓΕΣ xyxy=(1066,708,1275,725)
price-item: Φορέματα βατίλεορθες xyxy=(132,656,237,667)
headline-iamatika: ΙΑΜΑΤΙΚΑ ΛΟΥΤΡΑ xyxy=(395,360,565,377)
divider xyxy=(838,984,1055,987)
story-text: Κατόπιν τὸ ὄνειρον τοῦ ἐκεῖνο μετέβαλε σκηνογραφίαν. Εἶδεν ὅμοιον πόλιν, τῆς ὁποίας δὲν ἐγνώριζε τὸ ὄνομα, ἐν ἀνακτόρῳ, ἀγορασθὲν διὰ τοῦ συνοικέσιον ἐν τῷ ὁποίῳ ἐζήτει θάλαμον, ἐχρησίμευεν ὡς ἐρωτικὴ φωλεὰ τῶν δύο ἐρώντων. xyxy=(603,470,827,541)
price-row xyxy=(132,715,356,727)
divider xyxy=(368,351,592,354)
column-rule xyxy=(1322,1228,1323,1948)
subhead-queen: ΜΕΤΑΒΑΙΝΕΙ ΕΙΣ ΡΕΒΑΛ xyxy=(1092,182,1249,196)
price-value: » 1,30 xyxy=(327,679,356,690)
wanted-ad-text: Πληροφορίαι παρ' ἡμῖν. Γίνονται δεκταὶ καὶ μεσῖται. xyxy=(838,949,1055,977)
divider xyxy=(1084,701,1257,702)
serial-column-5 xyxy=(992,1230,1152,1945)
shop-note: Τιμαὶ ἀδιαπραγμάτευτοι. xyxy=(176,752,312,764)
bookshop-heading: Νέον LIBRAIRIE INTERNATIONALE xyxy=(860,992,1033,1004)
headline-queen: Η ΒΑΣΙΛΙΣΣΑ xyxy=(1112,160,1229,177)
news-text: Κατόπιν προσκλήσεως τοῦ ἐν Βόλῳ συνδέσμου τῶν Δημοδιδασκάλων Μαγνησίας, ὑπερογδοήκοντα τούτων καὶ πολλοὶ παραστάντες δι' ἀντιπροσώπου των συνῆλθον ἐν τῇ αἰθούσῃ τοῦ Α' Παρθεναγωγείου. Αἱ ἀποφάσεις τῶν συνελθόντων τηροῦνται μυστικαί. xyxy=(1286,329,1486,411)
divider xyxy=(1084,266,1257,267)
feuilleton-rule xyxy=(128,1222,1488,1225)
headline-clash: ΦΟΝΙΚΗ ΣΥΜΠΛΟΚΗ xyxy=(1292,800,1480,817)
story-text: — Καὶ εἶναι πολλὰ πλοῖα; xyxy=(613,832,735,844)
serial-label: ΕΠΙΦΥΛΛΙΣ ΤΟΥ "ΣΚΡΙΠ" xyxy=(191,1231,378,1246)
price-row xyxy=(132,691,356,703)
price-value: » 1,70 xyxy=(327,726,356,737)
odol-caption: Ὅστις χρησιμοποιεῖ καθ' ἑκάστην τὸ ἀρωματισμένον ὕδωρ Ὀδὸλ κατὰ τὰς διδομένας ὁδηγίας κέκτηται ὑγιεῖς ὀδόντας καθ' ὅλην του τὴν ζωήν. xyxy=(145,525,343,572)
headline-railway: ΣΙΔΗΡΟΔΡΟΜΙΚΟΝ xyxy=(1300,424,1472,441)
headline-measures: ΜΕΤΡΑ xyxy=(1119,532,1222,559)
doctor-title: ΠΑΘΟΛΟΓΟΣ ΙΑΤΡΟΣ xyxy=(413,897,547,911)
divider xyxy=(1084,968,1257,969)
price-row xyxy=(132,726,356,738)
story-text: Εἰς τὴν ἀπάντησιν ταύτην, ἥτις ἦτο τόσον κατηγορηματική, ὁ Ρόδης ἔφερε τὰς χεῖρας εἰς τὴν κεφαλήν, κατέπεσεν ἐπὶ Μέτου καὶ ἔμεινεν ἐκεῖ σιωπηλός. xyxy=(838,202,1055,249)
story-text: — Ἡ βάρκα, Δέσποτα, ἔχει πολλὰ νερὰ καὶ ὁ ναύτης τὴν ἔσυρεν ἐκεῖ. Ὅ,τι μᾶς συνέβη τὸ μανθάνει ὁ Θεός. xyxy=(603,792,827,828)
serial-part: Γ' - Ο ΛΑΒΥΡΙΝΘΟΣ xyxy=(150,1348,428,1375)
price-value: » 0,50 xyxy=(327,702,356,713)
subhead-security: ΕΙΣ ΤΗΝ ΚΕΦΑΛΛΗΝΙΑΝ xyxy=(1093,992,1248,1006)
price-item: Βουαλὲ ἐπιδμαλλα xyxy=(132,679,219,690)
news-text: Καθ' ἃ πληροφορεῖται τὸ Ἀθηναϊκὸν Πρακτορεῖον ἐκ Ρώμης δηλοῦται ἐπισήμως ὅτι ἡ Ἰταλικὴ Κυβέρνησις οὐδεμίαν ἄκρην ἔχει πληροφορίαν περὶ τῆς ἐπισκέψεως τοῦ Τσάρου πρὸς τὸν Βασιλέα τῆς Ἰταλίας, τὴν ὁποίαν ἀναγγέλλουν αἱ ἐφημερίδες. xyxy=(1066,317,1275,388)
subhead-serbs: ΠΡΟΣ ΤΟΝ ΤΣΑΡΟΝ & ΕΔΟΥΑΡΔΟΝ xyxy=(1101,730,1240,758)
serial-text: — Ἐσεῖς μοῦ φαίνεται μ' ἐμένα, καὶ ἐμένα ὅταν συλλογίσθην ὅτι μπορεῖ ποτὲ νὰ μὲ συναντήσῃ κάποιος. Ὁ Κλέβερ ἐσυνέχισε πρὸς τὸν ὑπηρέτην. Ἐλαττώθηκε ὁ Ἕκτωρ Δαλλὲρ ἔγεινε περίφημος, ἐξήχησε ἐκεῖνες τὰς ἰδέες ποῦ εἶχε. — Τί εἶπατε; — Τίποτε... ἐξακολουθήσατε. — Ὁ ὑπάλληλος ἀντιτάχθη. — Ἡ πόρτα ἦτο κλειστή; — Ναί, σὲ τοῦτο ὁμιλῶ ἐγώ. Πολὺ ὀρθῶς! xyxy=(1164,1230,1316,1383)
divider xyxy=(368,1008,592,1011)
